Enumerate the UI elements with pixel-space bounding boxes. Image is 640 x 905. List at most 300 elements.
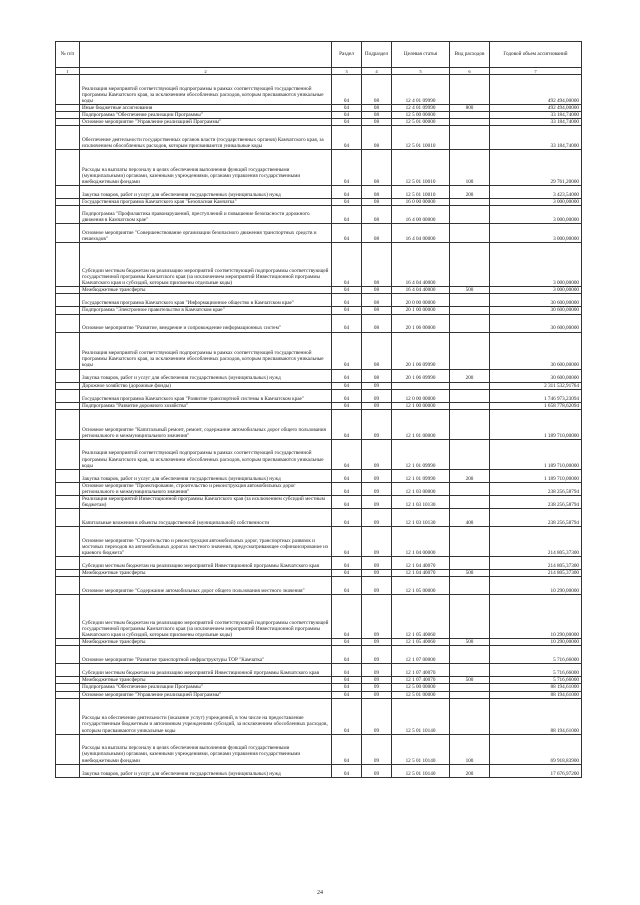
cell-name: Основное мероприятие "Содержание автомобильных дорог общего пользования местного значения" (80, 577, 332, 595)
cell-amount: 88 194,61000 (490, 691, 582, 698)
column-number-row (56, 68, 582, 75)
column-number: 5 (392, 68, 450, 75)
table-row (56, 764, 582, 777)
cell-amount: 3 000,00000 (490, 287, 582, 294)
cell-no (56, 332, 80, 369)
table-row (56, 409, 582, 439)
cell-no (56, 646, 80, 664)
cell-name: Расходы на обеспечение деятельности (оказание услуг) учреждений, в том числе на предоставление государственным бюджетным и автономным учреждениям субсидий, за исключением обособленных расходов, которым присваиваются уникальные коды (80, 698, 332, 734)
cell-subsection: 09 (362, 527, 392, 557)
table-row (56, 646, 582, 664)
cell-name: Подпрограмма "Обеспечение реализации Программы" (80, 112, 332, 119)
cell-section: 04 (332, 294, 362, 307)
cell-amount: 30 600,00000 (490, 314, 582, 332)
cell-subsection: 08 (362, 243, 392, 287)
cell-no (56, 389, 80, 402)
cell-article: 20 1 00 00000 (392, 307, 450, 314)
cell-no (56, 482, 80, 495)
cell-amount: 3 000,00000 (490, 199, 582, 206)
cell-name: Субсидии местным бюджетам на реализацию мероприятий соответствующей подпрограммы соответствующей государственной программы Камчатского края (за исключением мероприятий Инвестиционной программы Камчатского края и субсидий, которым присвоены отдельные коды) (80, 595, 332, 639)
cell-section: 04 (332, 150, 362, 186)
table-row (56, 509, 582, 527)
cell-no (56, 150, 80, 186)
table-row (56, 389, 582, 402)
table-row (56, 287, 582, 294)
cell-subsection: 09 (362, 439, 392, 469)
cell-name: Расходы на выплаты персоналу в целях обеспечения выполнения функций государственными (муниципальными) органами, казенными учреждениями, органами управления государственными внебюджетными фондами (80, 150, 332, 186)
table-row (56, 119, 582, 126)
cell-subsection: 09 (362, 639, 392, 646)
cell-section: 04 (332, 439, 362, 469)
cell-article: 12 1 05 40060 (392, 595, 450, 639)
table-row (56, 314, 582, 332)
cell-section: 04 (332, 698, 362, 734)
cell-no (56, 369, 80, 382)
header-subsection: Подраздел (362, 42, 392, 68)
cell-section: 04 (332, 332, 362, 369)
cell-expense-type (450, 126, 490, 150)
cell-name: Капитальные вложения в объекты государственной (муниципальной) собственности (80, 509, 332, 527)
cell-name: Реализация мероприятий соответствующей подпрограммы в рамках соответствующей государственной программы Камчатского края, за исключением обособленных расходов, которым присваиваются уникальные коды (80, 439, 332, 469)
cell-amount: 3 000,00000 (490, 224, 582, 243)
cell-expense-type (450, 439, 490, 469)
cell-no (56, 698, 80, 734)
cell-article: 12 5 01 10010 (392, 126, 450, 150)
cell-section: 04 (332, 105, 362, 112)
cell-subsection: 09 (362, 691, 392, 698)
cell-subsection: 09 (362, 646, 392, 664)
cell-article: 12 5 01 10010 (392, 186, 450, 199)
cell-section: 04 (332, 469, 362, 482)
cell-name: Основное мероприятие "Развитие транспортной инфраструктуры ТОР "Камчатка" (80, 646, 332, 664)
cell-amount: 1 658 778,62094 (490, 402, 582, 409)
table-row (56, 577, 582, 595)
cell-section: 04 (332, 764, 362, 777)
cell-no (56, 509, 80, 527)
cell-amount: 30 600,00000 (490, 332, 582, 369)
cell-article: 12 1 01 00000 (392, 409, 450, 439)
cell-no (56, 186, 80, 199)
cell-amount: 214 805,37300 (490, 570, 582, 577)
cell-subsection: 08 (362, 119, 392, 126)
cell-amount: 17 676,97200 (490, 764, 582, 777)
table-row (56, 570, 582, 577)
cell-amount: 238 256,58794 (490, 509, 582, 527)
cell-subsection: 09 (362, 577, 392, 595)
cell-amount: 33 184,74000 (490, 126, 582, 150)
cell-no (56, 595, 80, 639)
cell-section: 04 (332, 199, 362, 206)
cell-section: 04 (332, 577, 362, 595)
cell-name: Государственная программа Камчатского края "Безопасная Камчатка" (80, 199, 332, 206)
table-row (56, 382, 582, 389)
cell-article: 12 4 01 09990 (392, 105, 450, 112)
table-row (56, 595, 582, 639)
cell-article: 12 1 01 09990 (392, 439, 450, 469)
cell-amount: 238 256,58794 (490, 482, 582, 495)
cell-no (56, 639, 80, 646)
cell-section: 04 (332, 314, 362, 332)
table-header-row (56, 42, 582, 68)
cell-section: 04 (332, 389, 362, 402)
cell-amount: 30 600,00000 (490, 294, 582, 307)
table-row (56, 639, 582, 646)
cell-subsection: 08 (362, 126, 392, 150)
cell-expense-type: 200 (450, 369, 490, 382)
cell-no (56, 119, 80, 126)
column-number: 6 (450, 68, 490, 75)
cell-name: Межбюджетные трансферты (80, 677, 332, 684)
cell-amount: 1 746 973,23094 (490, 389, 582, 402)
cell-name: Субсидии местным бюджетам на реализацию мероприятий Инвестиционной программы Камчатского края (80, 664, 332, 677)
cell-subsection: 08 (362, 332, 392, 369)
cell-expense-type (450, 307, 490, 314)
cell-section: 04 (332, 664, 362, 677)
cell-article: 20 1 06 09990 (392, 369, 450, 382)
cell-section: 04 (332, 243, 362, 287)
cell-amount: 214 805,37300 (490, 557, 582, 570)
cell-article: 16 4 04 40000 (392, 243, 450, 287)
cell-article: 12 1 03 10130 (392, 495, 450, 508)
cell-no (56, 677, 80, 684)
cell-expense-type: 800 (450, 105, 490, 112)
cell-amount: 10 290,00000 (490, 595, 582, 639)
cell-subsection: 09 (362, 469, 392, 482)
table-row (56, 369, 582, 382)
cell-no (56, 527, 80, 557)
cell-subsection: 09 (362, 684, 392, 691)
cell-no (56, 294, 80, 307)
cell-expense-type: 500 (450, 677, 490, 684)
cell-name: Основное мероприятие "Совершенствование организации безопасного движения транспортных средств и пешеходов" (80, 224, 332, 243)
cell-amount: 69 918,83900 (490, 734, 582, 764)
cell-no (56, 664, 80, 677)
cell-name: Реализация мероприятий Инвестиционной программы Камчатского края (за исключением субсидий местным бюджетам) (80, 495, 332, 508)
table-row (56, 664, 582, 677)
cell-article: 12 5 01 10140 (392, 698, 450, 734)
header-article: Целевая статья (392, 42, 450, 68)
cell-name: Межбюджетные трансферты (80, 639, 332, 646)
cell-section: 04 (332, 369, 362, 382)
cell-subsection: 08 (362, 75, 392, 105)
cell-section: 04 (332, 224, 362, 243)
cell-name: Подпрограмма "Профилактика правонарушений, преступлений и повышение безопасности дорожного движения в Камчатском крае" (80, 206, 332, 224)
cell-section: 04 (332, 495, 362, 508)
cell-expense-type (450, 314, 490, 332)
cell-name: Субсидии местным бюджетам на реализацию мероприятий соответствующей подпрограммы соответствующей государственной программы Камчатского края (за исключением мероприятий Инвестиционной программы Камчатского края и субсидий, которым присвоены отдельные коды) (80, 243, 332, 287)
cell-name: Закупка товаров, работ и услуг для обеспечения государственных (муниципальных) нужд (80, 469, 332, 482)
cell-amount: 30 600,00000 (490, 369, 582, 382)
table-row (56, 112, 582, 119)
cell-name: Основное мероприятие "Проектирование, строительство и реконструкция автомобильных дорог регионального и межмуниципального значения" (80, 482, 332, 495)
cell-section: 04 (332, 734, 362, 764)
cell-expense-type: 200 (450, 764, 490, 777)
cell-no (56, 439, 80, 469)
cell-amount: 214 805,37300 (490, 527, 582, 557)
cell-subsection: 08 (362, 224, 392, 243)
cell-expense-type (450, 409, 490, 439)
header-section: Раздел (332, 42, 362, 68)
cell-name: Подпрограмма "Электронное правительство в Камчатском крае" (80, 307, 332, 314)
cell-expense-type (450, 495, 490, 508)
cell-expense-type (450, 664, 490, 677)
cell-no (56, 126, 80, 150)
table-row (56, 698, 582, 734)
cell-article: 12 0 00 00000 (392, 389, 450, 402)
cell-amount: 30 600,00000 (490, 307, 582, 314)
cell-no (56, 112, 80, 119)
cell-amount: 2 311 532,91764 (490, 382, 582, 389)
table-row (56, 482, 582, 495)
cell-name: Обеспечение деятельности государственных органов власти (государственных органов) Камчатского края, за исключением обособленных расходов, которым присваиваются уникальные коды (80, 126, 332, 150)
cell-subsection: 08 (362, 294, 392, 307)
cell-expense-type (450, 482, 490, 495)
cell-name: Реализация мероприятий соответствующей подпрограммы в рамках соответствующей государственной программы Камчатского края, за исключением обособленных расходов, которым присваиваются уникальные коды (80, 332, 332, 369)
cell-article: 12 1 00 00000 (392, 402, 450, 409)
table-row (56, 224, 582, 243)
cell-subsection: 08 (362, 112, 392, 119)
cell-article: 12 5 01 00000 (392, 691, 450, 698)
cell-amount: 1 189 710,00000 (490, 409, 582, 439)
cell-no (56, 469, 80, 482)
cell-amount: 492 494,00000 (490, 75, 582, 105)
cell-expense-type: 500 (450, 639, 490, 646)
table-row (56, 105, 582, 112)
table-row (56, 199, 582, 206)
cell-subsection: 09 (362, 409, 392, 439)
table-row (56, 734, 582, 764)
cell-no (56, 557, 80, 570)
cell-no (56, 734, 80, 764)
cell-no (56, 684, 80, 691)
cell-article: 12 5 01 10140 (392, 734, 450, 764)
cell-expense-type (450, 382, 490, 389)
cell-no (56, 764, 80, 777)
cell-expense-type: 500 (450, 570, 490, 577)
table-row (56, 243, 582, 287)
cell-subsection: 09 (362, 557, 392, 570)
cell-no (56, 224, 80, 243)
cell-article: 12 1 04 00000 (392, 527, 450, 557)
cell-name: Реализация мероприятий соответствующей подпрограммы в рамках соответствующей государственной программы Камчатского края, за исключением обособленных расходов, которым присваиваются уникальные коды (80, 75, 332, 105)
cell-subsection: 09 (362, 570, 392, 577)
header-amount: Годовой объем ассигнований (490, 42, 582, 68)
cell-section: 04 (332, 646, 362, 664)
cell-article: 12 5 01 00000 (392, 119, 450, 126)
cell-name: Субсидии местным бюджетам на реализацию мероприятий Инвестиционной программы Камчатского края (80, 557, 332, 570)
cell-section: 04 (332, 119, 362, 126)
cell-section: 04 (332, 382, 362, 389)
cell-article: 12 1 03 00000 (392, 482, 450, 495)
cell-no (56, 75, 80, 105)
cell-name: Закупка товаров, работ и услуг для обеспечения государственных (муниципальных) нужд (80, 764, 332, 777)
cell-name: Государственная программа Камчатского края "Информационное общество в Камчатском крае" (80, 294, 332, 307)
table-body (56, 75, 582, 778)
cell-expense-type (450, 112, 490, 119)
table-row (56, 402, 582, 409)
cell-section: 04 (332, 186, 362, 199)
cell-section: 04 (332, 409, 362, 439)
cell-section: 04 (332, 287, 362, 294)
table-row (56, 126, 582, 150)
cell-section: 04 (332, 639, 362, 646)
cell-expense-type: 100 (450, 734, 490, 764)
cell-subsection: 09 (362, 764, 392, 777)
cell-expense-type (450, 577, 490, 595)
cell-no (56, 402, 80, 409)
column-number: 4 (362, 68, 392, 75)
cell-expense-type (450, 294, 490, 307)
cell-subsection: 08 (362, 314, 392, 332)
table-row (56, 469, 582, 482)
cell-expense-type (450, 527, 490, 557)
cell-no (56, 382, 80, 389)
cell-expense-type (450, 75, 490, 105)
cell-amount: 1 189 710,00000 (490, 439, 582, 469)
table-row (56, 150, 582, 186)
column-number: 7 (490, 68, 582, 75)
cell-subsection: 08 (362, 307, 392, 314)
cell-expense-type: 400 (450, 509, 490, 527)
cell-article: 12 1 03 10130 (392, 509, 450, 527)
cell-subsection: 08 (362, 287, 392, 294)
table-row (56, 557, 582, 570)
cell-subsection: 08 (362, 199, 392, 206)
cell-expense-type (450, 557, 490, 570)
cell-no (56, 307, 80, 314)
cell-no (56, 314, 80, 332)
cell-article: 12 5 00 00000 (392, 684, 450, 691)
cell-subsection: 08 (362, 186, 392, 199)
cell-amount: 492 494,00000 (490, 105, 582, 112)
cell-amount: 88 194,61000 (490, 698, 582, 734)
cell-section: 04 (332, 595, 362, 639)
cell-name: Межбюджетные трансферты (80, 287, 332, 294)
header-no: № п/п (56, 42, 80, 68)
cell-section: 04 (332, 402, 362, 409)
cell-expense-type (450, 119, 490, 126)
cell-article: 20 0 00 00000 (392, 294, 450, 307)
cell-article: 12 1 05 40060 (392, 639, 450, 646)
cell-amount: 3 000,00000 (490, 206, 582, 224)
table-row (56, 495, 582, 508)
cell-subsection: 08 (362, 150, 392, 186)
cell-amount: 1 189 710,00000 (490, 469, 582, 482)
cell-subsection: 09 (362, 595, 392, 639)
cell-no (56, 409, 80, 439)
cell-no (56, 570, 80, 577)
cell-name: Иные бюджетные ассигнования (80, 105, 332, 112)
cell-expense-type (450, 199, 490, 206)
cell-expense-type (450, 224, 490, 243)
cell-amount: 33 184,74000 (490, 112, 582, 119)
budget-table (55, 41, 582, 778)
cell-article (392, 382, 450, 389)
cell-name: Основное мероприятие "Управление реализацией Программы" (80, 691, 332, 698)
cell-amount: 33 184,74000 (490, 119, 582, 126)
cell-amount: 10 290,00000 (490, 639, 582, 646)
cell-name: Основное мероприятие "Развитие, внедрение и сопровождение информационных систем" (80, 314, 332, 332)
cell-section: 04 (332, 482, 362, 495)
cell-section: 04 (332, 557, 362, 570)
cell-article: 12 5 01 10140 (392, 764, 450, 777)
table-row (56, 684, 582, 691)
cell-name: Основное мероприятие "Управление реализацией Программы" (80, 119, 332, 126)
cell-expense-type (450, 402, 490, 409)
cell-name: Основное мероприятие "Строительство и реконструкция автомобильных дорог, транспортных развязок и мостовых переходов на автомобильных дорогах местного значения, предусматривающее софинансирование из краевого бюджета" (80, 527, 332, 557)
table-row (56, 691, 582, 698)
cell-article: 12 1 05 00000 (392, 577, 450, 595)
cell-subsection: 09 (362, 734, 392, 764)
cell-expense-type (450, 243, 490, 287)
cell-name: Расходы на выплаты персоналу в целях обеспечения выполнения функций государственными (муниципальными) органами, казенными учреждениями, органами управления государственными внебюджетными фондами (80, 734, 332, 764)
cell-section: 04 (332, 684, 362, 691)
cell-subsection: 09 (362, 382, 392, 389)
cell-article: 12 1 04 40070 (392, 570, 450, 577)
cell-section: 04 (332, 691, 362, 698)
cell-expense-type: 200 (450, 186, 490, 199)
cell-subsection: 08 (362, 206, 392, 224)
cell-section: 04 (332, 570, 362, 577)
cell-name: Подпрограмма "Развитие дорожного хозяйства" (80, 402, 332, 409)
cell-subsection: 09 (362, 482, 392, 495)
cell-name: Основное мероприятие "Капитальный ремонт, ремонт, содержание автомобильных дорог общего пользования регионального и межмуниципального значения" (80, 409, 332, 439)
cell-no (56, 495, 80, 508)
cell-article: 20 1 06 00000 (392, 314, 450, 332)
cell-section: 04 (332, 677, 362, 684)
cell-expense-type: 200 (450, 469, 490, 482)
cell-article: 12 1 07 40070 (392, 664, 450, 677)
cell-name: Государственная программа Камчатского края "Развитие транспортной системы в Камчатском крае" (80, 389, 332, 402)
cell-section: 04 (332, 112, 362, 119)
cell-amount: 5 716,66000 (490, 664, 582, 677)
cell-subsection: 09 (362, 664, 392, 677)
table-row (56, 75, 582, 105)
cell-expense-type (450, 206, 490, 224)
cell-amount: 29 761,20000 (490, 150, 582, 186)
table-row (56, 294, 582, 307)
cell-article: 16 4 00 00000 (392, 206, 450, 224)
cell-article: 12 1 04 40070 (392, 557, 450, 570)
cell-section: 04 (332, 75, 362, 105)
column-number: 3 (332, 68, 362, 75)
cell-expense-type (450, 684, 490, 691)
cell-article: 12 5 00 00000 (392, 112, 450, 119)
cell-no (56, 199, 80, 206)
cell-no (56, 577, 80, 595)
cell-name: Закупка товаров, работ и услуг для обеспечения государственных (муниципальных) нужд (80, 186, 332, 199)
cell-article: 12 1 07 40070 (392, 677, 450, 684)
cell-subsection: 09 (362, 389, 392, 402)
cell-name: Межбюджетные трансферты (80, 570, 332, 577)
cell-no (56, 105, 80, 112)
cell-expense-type (450, 595, 490, 639)
cell-subsection: 09 (362, 509, 392, 527)
cell-subsection: 09 (362, 698, 392, 734)
cell-article: 12 4 01 09990 (392, 75, 450, 105)
cell-subsection: 08 (362, 105, 392, 112)
cell-amount: 5 716,66000 (490, 646, 582, 664)
cell-no (56, 206, 80, 224)
cell-section: 04 (332, 307, 362, 314)
cell-section: 04 (332, 527, 362, 557)
cell-expense-type (450, 332, 490, 369)
cell-article: 16 0 00 00000 (392, 199, 450, 206)
cell-name: Закупка товаров, работ и услуг для обеспечения государственных (муниципальных) нужд (80, 369, 332, 382)
column-number: 2 (80, 68, 332, 75)
cell-subsection: 09 (362, 495, 392, 508)
cell-no (56, 243, 80, 287)
